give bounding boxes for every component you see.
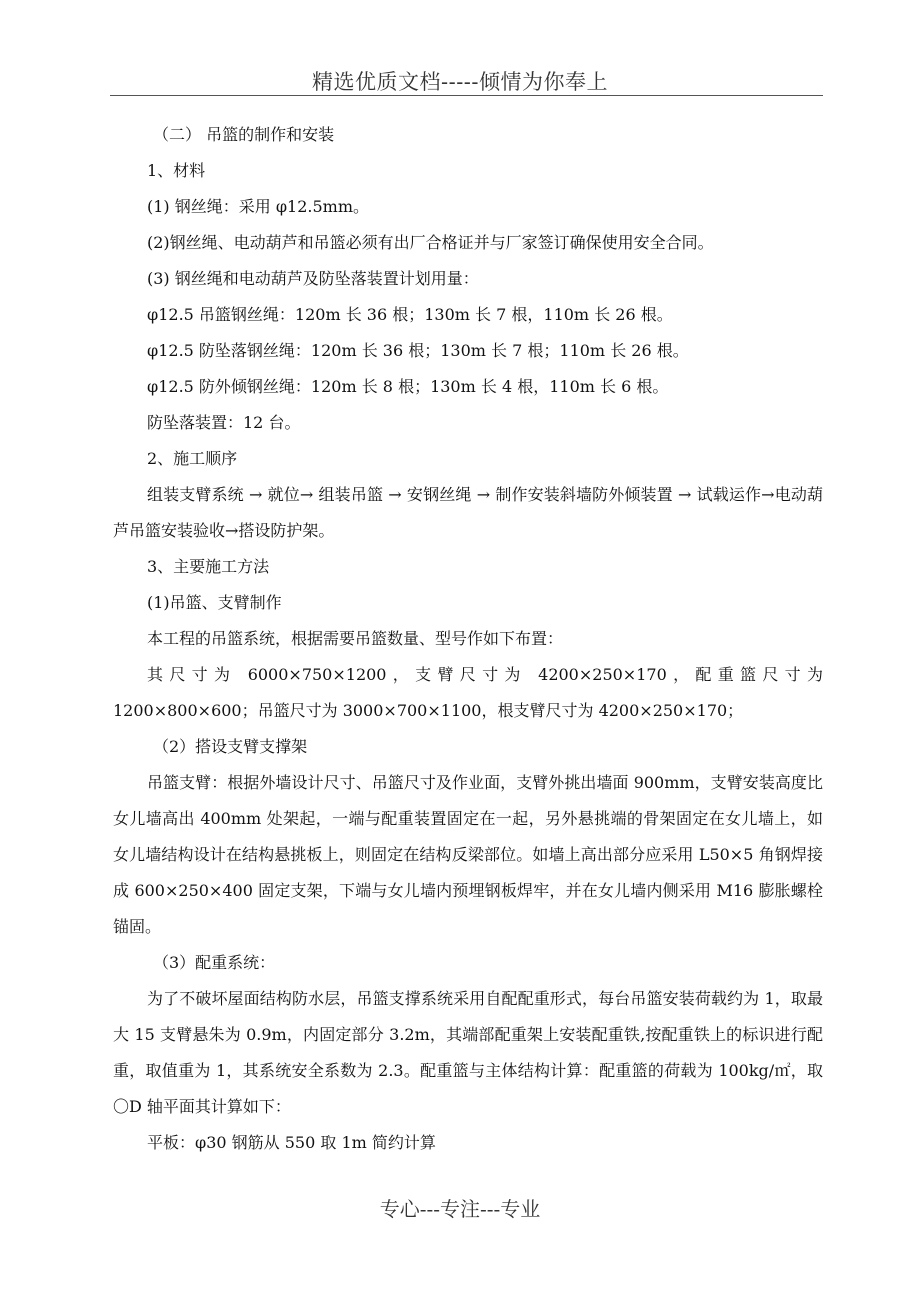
section-title: （二） 吊篮的制作和安装 (153, 125, 335, 144)
construction-sequence: 组装支臂系统 → 就位→ 组装吊篮 → 安钢丝绳 → 制作安装斜墙防外倾装置 → 试载运作→电动葫芦吊篮安装验收→搭设防护架。 (113, 485, 823, 540)
document-body (113, 117, 823, 1161)
paragraph-dimensions: 其尺寸为 6000×750×1200，支臂尺寸为 4200×250×170，配重篮尺寸为 1200×800×600；吊篮尺寸为 3000×700×1100，根支臂尺寸为 4200×250×170； (113, 665, 823, 720)
materials-item-2: (2)钢丝绳、电动葫芦和吊篮必须有出厂合格证并与厂家签订确保使用安全合同。 (147, 233, 714, 252)
subheading-support-frame: （2）搭设支臂支撑架 (153, 737, 308, 756)
materials-item-3: (3) 钢丝绳和电动葫芦及防坠落装置计划用量： (147, 269, 479, 288)
heading-materials: 1、材料 (147, 161, 206, 180)
subheading-counterweight: （3）配重系统： (153, 953, 276, 972)
subheading-fabrication: (1)吊篮、支臂制作 (147, 593, 282, 612)
paragraph-slab: 平板：φ30 钢筋从 550 取 1m 简约计算 (147, 1133, 436, 1152)
paragraph-support-arm: 吊篮支臂：根据外墙设计尺寸、吊篮尺寸及作业面，支臂外挑出墙面 900mm，支臂安装高度比女儿墙高出 400mm 处架起，一端与配重装置固定在一起，另外悬挑端的骨架固定在女儿墙上，如女儿墙结构设计在结构悬挑板上，则固定在结构反梁部位。如墙上高出部分应采用 L50×5 角钢焊接成 600×250×400 固定支架，下端与女儿墙内预埋钢板焊牢，并在女儿墙内侧采用 M16 膨胀螺栓锚固。 (113, 773, 823, 936)
heading-sequence: 2、施工顺序 (147, 449, 238, 468)
page-header: 精选优质文档-----倾情为你奉上 (312, 70, 608, 94)
heading-methods: 3、主要施工方法 (147, 557, 270, 576)
rope-usage-anti-tilt: φ12.5 防外倾钢丝绳：120m 长 8 根；130m 长 4 根，110m 长 6 根。 (147, 377, 669, 396)
rope-usage-fall-arrest: φ12.5 防坠落钢丝绳：120m 长 36 根；130m 长 7 根；110m 长 26 根。 (147, 341, 689, 360)
paragraph-layout: 本工程的吊篮系统，根据需要吊篮数量、型号作如下布置： (147, 629, 564, 648)
fall-arrest-devices: 防坠落装置：12 台。 (147, 413, 301, 432)
page-footer: 专心---专注---专业 (379, 1197, 541, 1221)
rope-usage-basket: φ12.5 吊篮钢丝绳：120m 长 36 根；130m 长 7 根，110m 长 26 根。 (147, 305, 673, 324)
materials-item-1: (1) 钢丝绳：采用 φ12.5mm。 (147, 197, 370, 216)
header-divider (110, 95, 823, 96)
paragraph-counterweight: 为了不破坏屋面结构防水层，吊篮支撑系统采用自配配重形式，每台吊篮安装荷载约为 1，取最大 15 支臂悬朱为 0.9m，内固定部分 3.2m，其端部配重架上安装配重铁,按配重铁上的标识进行配重，取值重为 1，其系统安全系数为 2.3。配重篮与主体结构计算：配重篮的荷载为 100kg/㎡，取〇D 轴平面其计算如下： (113, 989, 823, 1116)
